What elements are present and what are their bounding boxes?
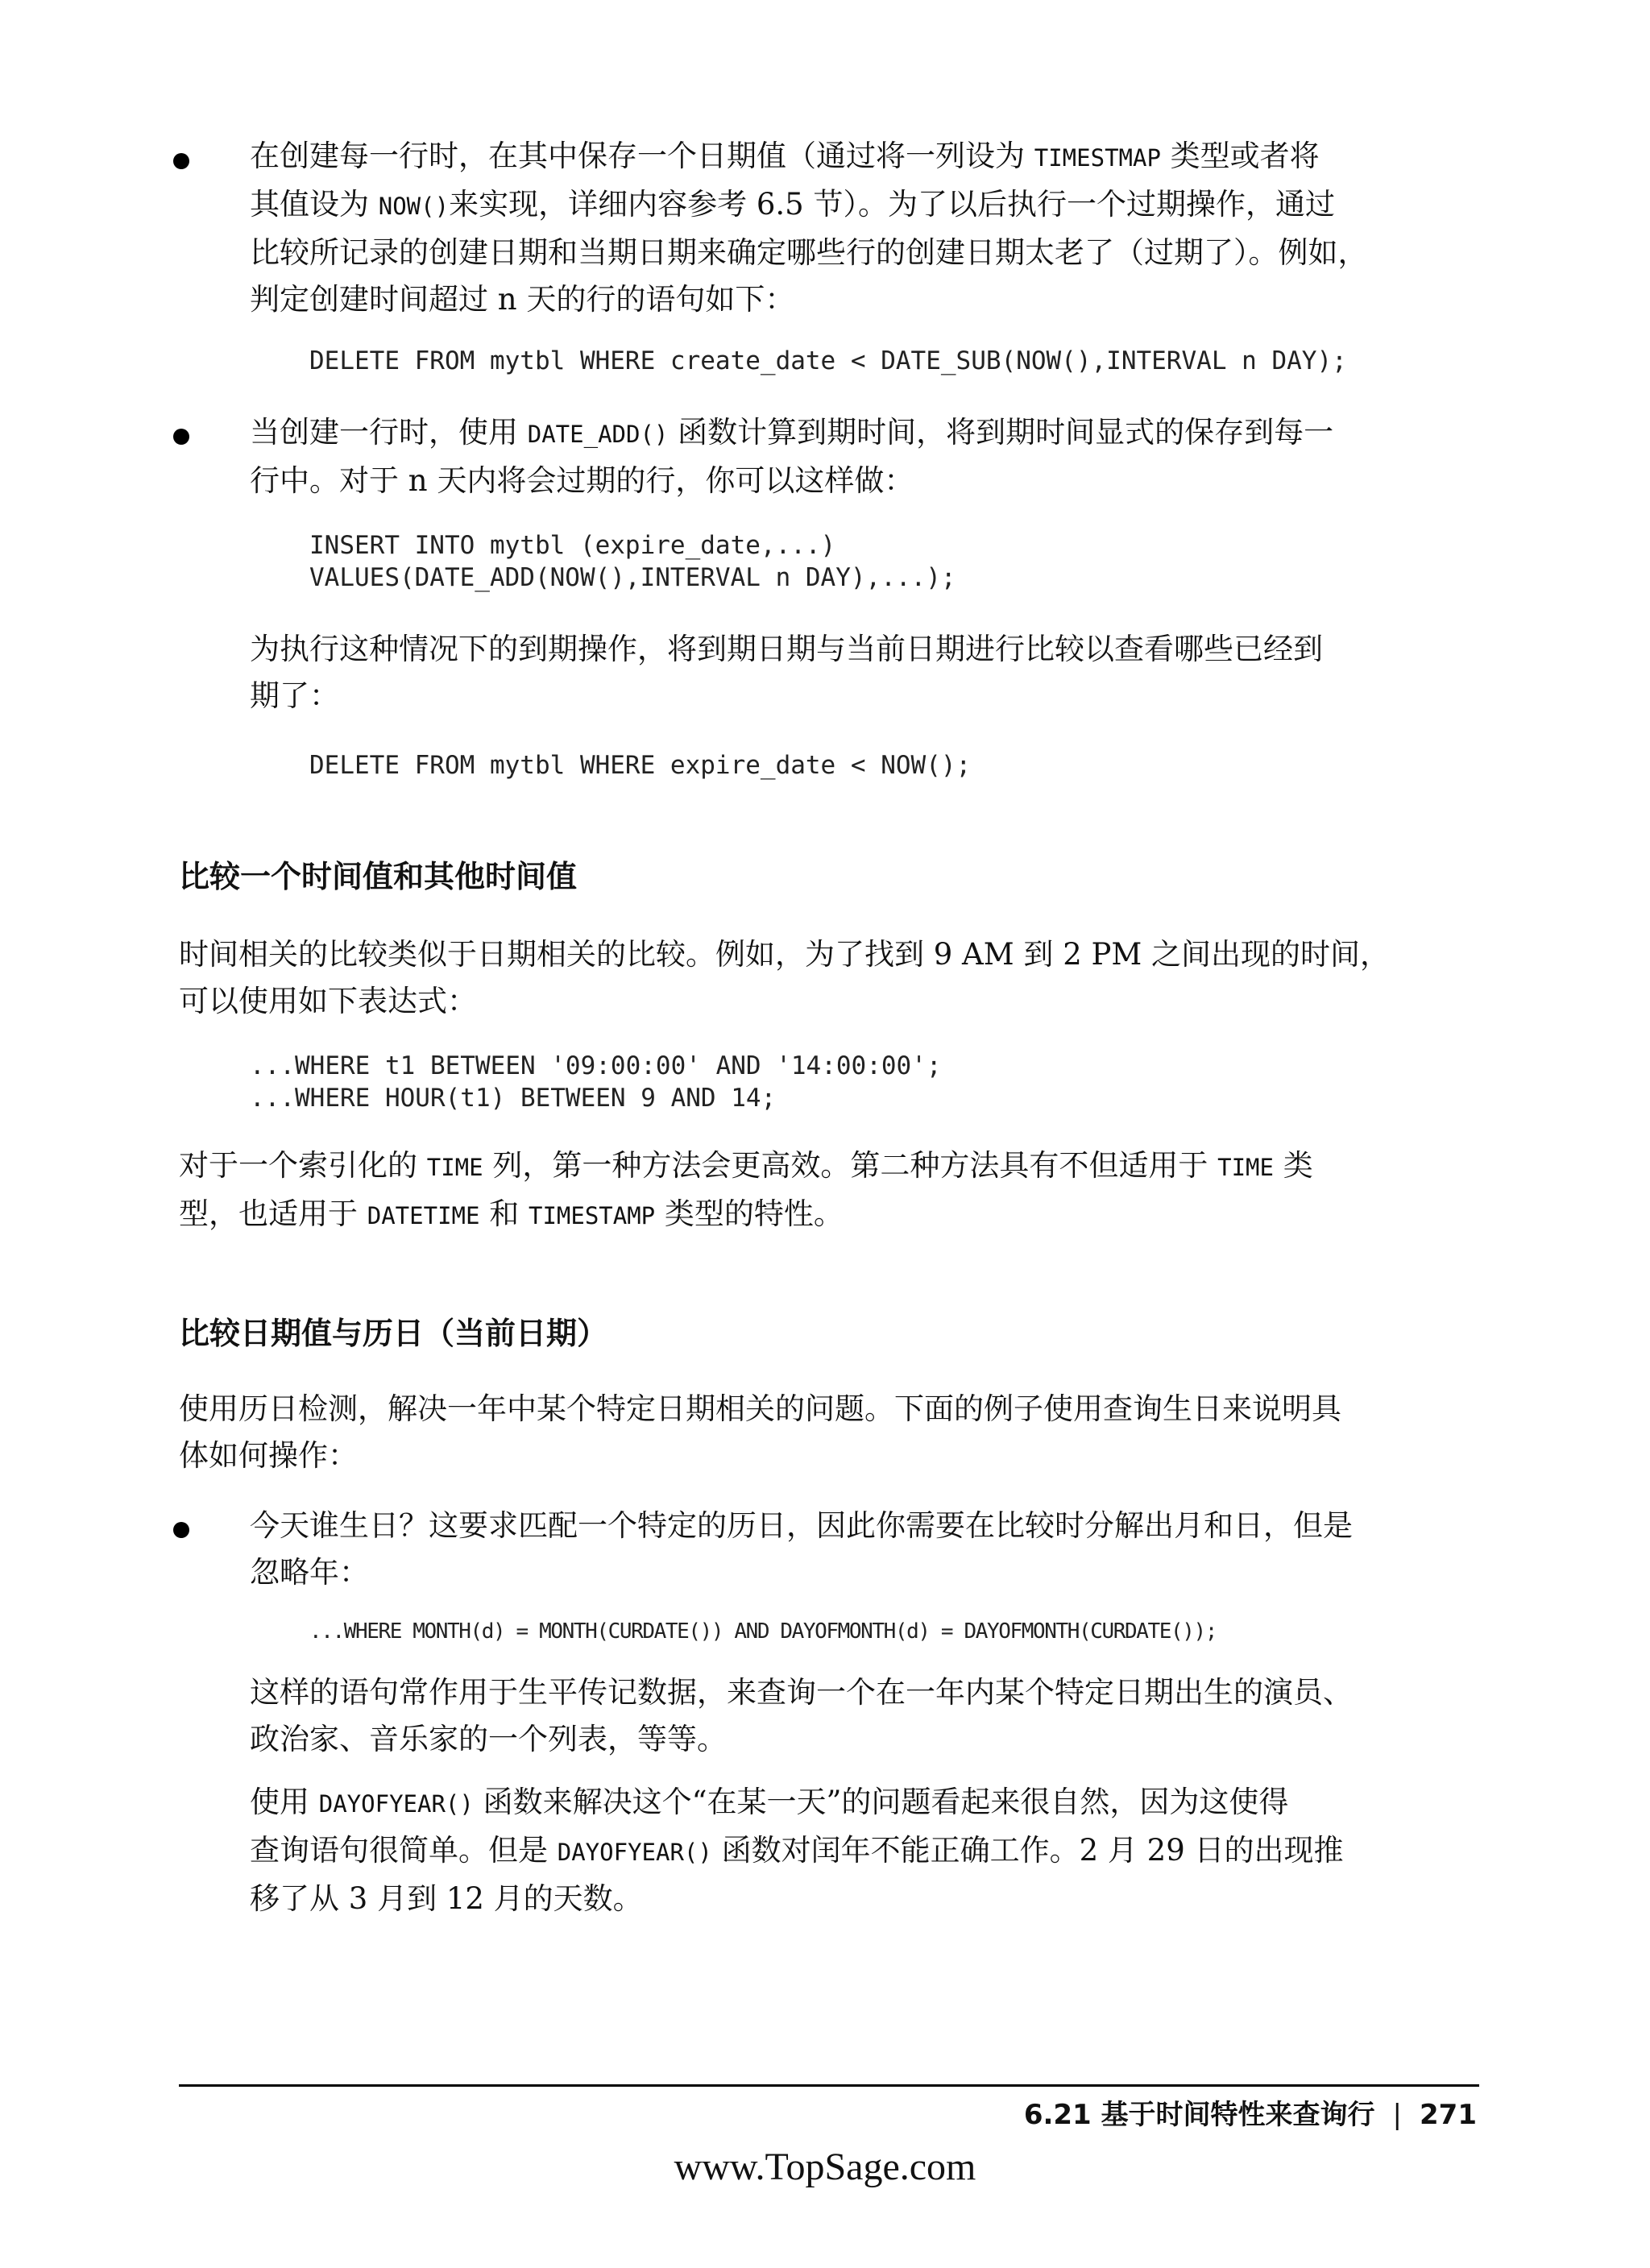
inline-code: TIME (1217, 1154, 1274, 1181)
running-footer (1024, 2097, 1477, 2133)
text-run: 函数对闰年不能正确工作。2 月 29 日的出现推 (711, 1833, 1344, 1868)
inline-code: TIMESTMAP (1034, 144, 1161, 172)
text-run: 当创建一行时，使用 (250, 415, 528, 450)
section-heading: 比较日期值与历日（当前日期） (179, 1316, 608, 1351)
paragraph (179, 1142, 1460, 1239)
code-block: ...WHERE MONTH(d) = MONTH(CURDATE()) AND DAYOFMONTH(d) = DAYOFMONTH(CURDATE()); (309, 1619, 1217, 1644)
text-run: 查询语句很简单。但是 (250, 1833, 558, 1868)
text-run: 判定创建时间超过 n 天的行的语句如下： (250, 282, 795, 317)
text-run: 列，第一种方法会更高效。第二种方法具有不但适用于 (483, 1148, 1218, 1183)
text-run: 在创建每一行时，在其中保存一个日期值（通过将一列设为 (250, 139, 1034, 173)
code-block: DELETE FROM mytbl WHERE expire_date < NOW(); (309, 751, 972, 780)
inline-code: DAYOFYEAR() (557, 1839, 712, 1866)
inline-code: NOW() (378, 193, 450, 220)
text-run: 类型的特性。 (655, 1196, 844, 1231)
text-run: 函数计算到期时间，将到期时间显式的保存到每一 (668, 415, 1334, 450)
paragraph (250, 1669, 1458, 1763)
text-run: 这样的语句常作用于生平传记数据，来查询一个在一年内某个特定日期出生的演员、 (250, 1675, 1353, 1710)
bullet3-text (250, 1503, 1458, 1596)
text-run: 行中。对于 n 天内将会过期的行，你可以这样做： (250, 463, 914, 498)
text-run: 可以使用如下表达式： (179, 984, 477, 1018)
bullet2-text (250, 409, 1458, 504)
text-run: 其值设为 (250, 187, 379, 222)
page-number: 271 (1420, 2099, 1477, 2131)
bullet-marker (173, 429, 189, 445)
text-run: 移了从 3 月到 12 月的天数。 (250, 1881, 643, 1916)
text-run: 对于一个索引化的 (179, 1148, 427, 1183)
text-run: 使用 (250, 1785, 319, 1819)
text-run: 体如何操作： (179, 1438, 358, 1473)
inline-code: DATETIME (367, 1202, 480, 1229)
watermark-url: www.TopSage.com (674, 2146, 976, 2188)
text-run: 政治家、音乐家的一个列表，等等。 (250, 1722, 727, 1756)
bullet-marker (173, 1522, 189, 1538)
text-run: 和 (479, 1196, 529, 1231)
text-run: 比较所记录的创建日期和当期日期来确定哪些行的创建日期太老了（过期了）。例如， (250, 235, 1368, 270)
code-block: ...WHERE t1 BETWEEN '09:00:00' AND '14:00:00'; ...WHERE HOUR(t1) BETWEEN 9 AND 14; (250, 1051, 942, 1113)
code-block: DELETE FROM mytbl WHERE create_date < DATE_SUB(NOW(),INTERVAL n DAY); (309, 346, 1347, 375)
text-run: 为执行这种情况下的到期操作，将到期日期与当前日期进行比较以查看哪些已经到 (250, 632, 1323, 666)
text-run: 来实现，详细内容参考 6.5 节）。为了以后执行一个过期操作，通过 (449, 187, 1335, 222)
inline-code: DAYOFYEAR() (318, 1790, 474, 1818)
inline-code: DATE_ADD() (527, 421, 669, 448)
text-run: 时间相关的比较类似于日期相关的比较。例如，为了找到 9 AM 到 2 PM 之间出现的时间， (179, 937, 1391, 972)
text-run: 类型或者将 (1160, 139, 1320, 173)
paragraph (179, 931, 1460, 1025)
text-run: 忽略年： (250, 1555, 369, 1590)
inline-code: TIMESTAMP (528, 1202, 656, 1229)
footer-rule (179, 2084, 1479, 2087)
bullet-marker (173, 153, 189, 169)
paragraph (250, 626, 1458, 719)
text-run: 期了： (250, 678, 339, 713)
footer-separator: | (1392, 2099, 1403, 2131)
text-run: 类 (1273, 1148, 1313, 1183)
bullet1-text (250, 133, 1458, 323)
section-heading: 比较一个时间值和其他时间值 (179, 859, 578, 894)
inline-code: TIME (426, 1154, 483, 1181)
text-run: 今天谁生日？这要求匹配一个特定的历日，因此你需要在比较时分解出月和日，但是 (250, 1508, 1353, 1543)
text-run: 使用历日检测，解决一年中某个特定日期相关的问题。下面的例子使用查询生日来说明具 (179, 1391, 1341, 1426)
paragraph (250, 1779, 1458, 1922)
footer-section-title: 6.21 基于时间特性来查询行 (1023, 2099, 1375, 2131)
text-run: 型，也适用于 (179, 1196, 367, 1231)
code-block: INSERT INTO mytbl (expire_date,...) VALUES(DATE_ADD(NOW(),INTERVAL n DAY),...); (309, 531, 956, 592)
text-run: 函数来解决这个“在某一天”的问题看起来很自然，因为这使得 (473, 1785, 1289, 1819)
paragraph (179, 1386, 1460, 1479)
